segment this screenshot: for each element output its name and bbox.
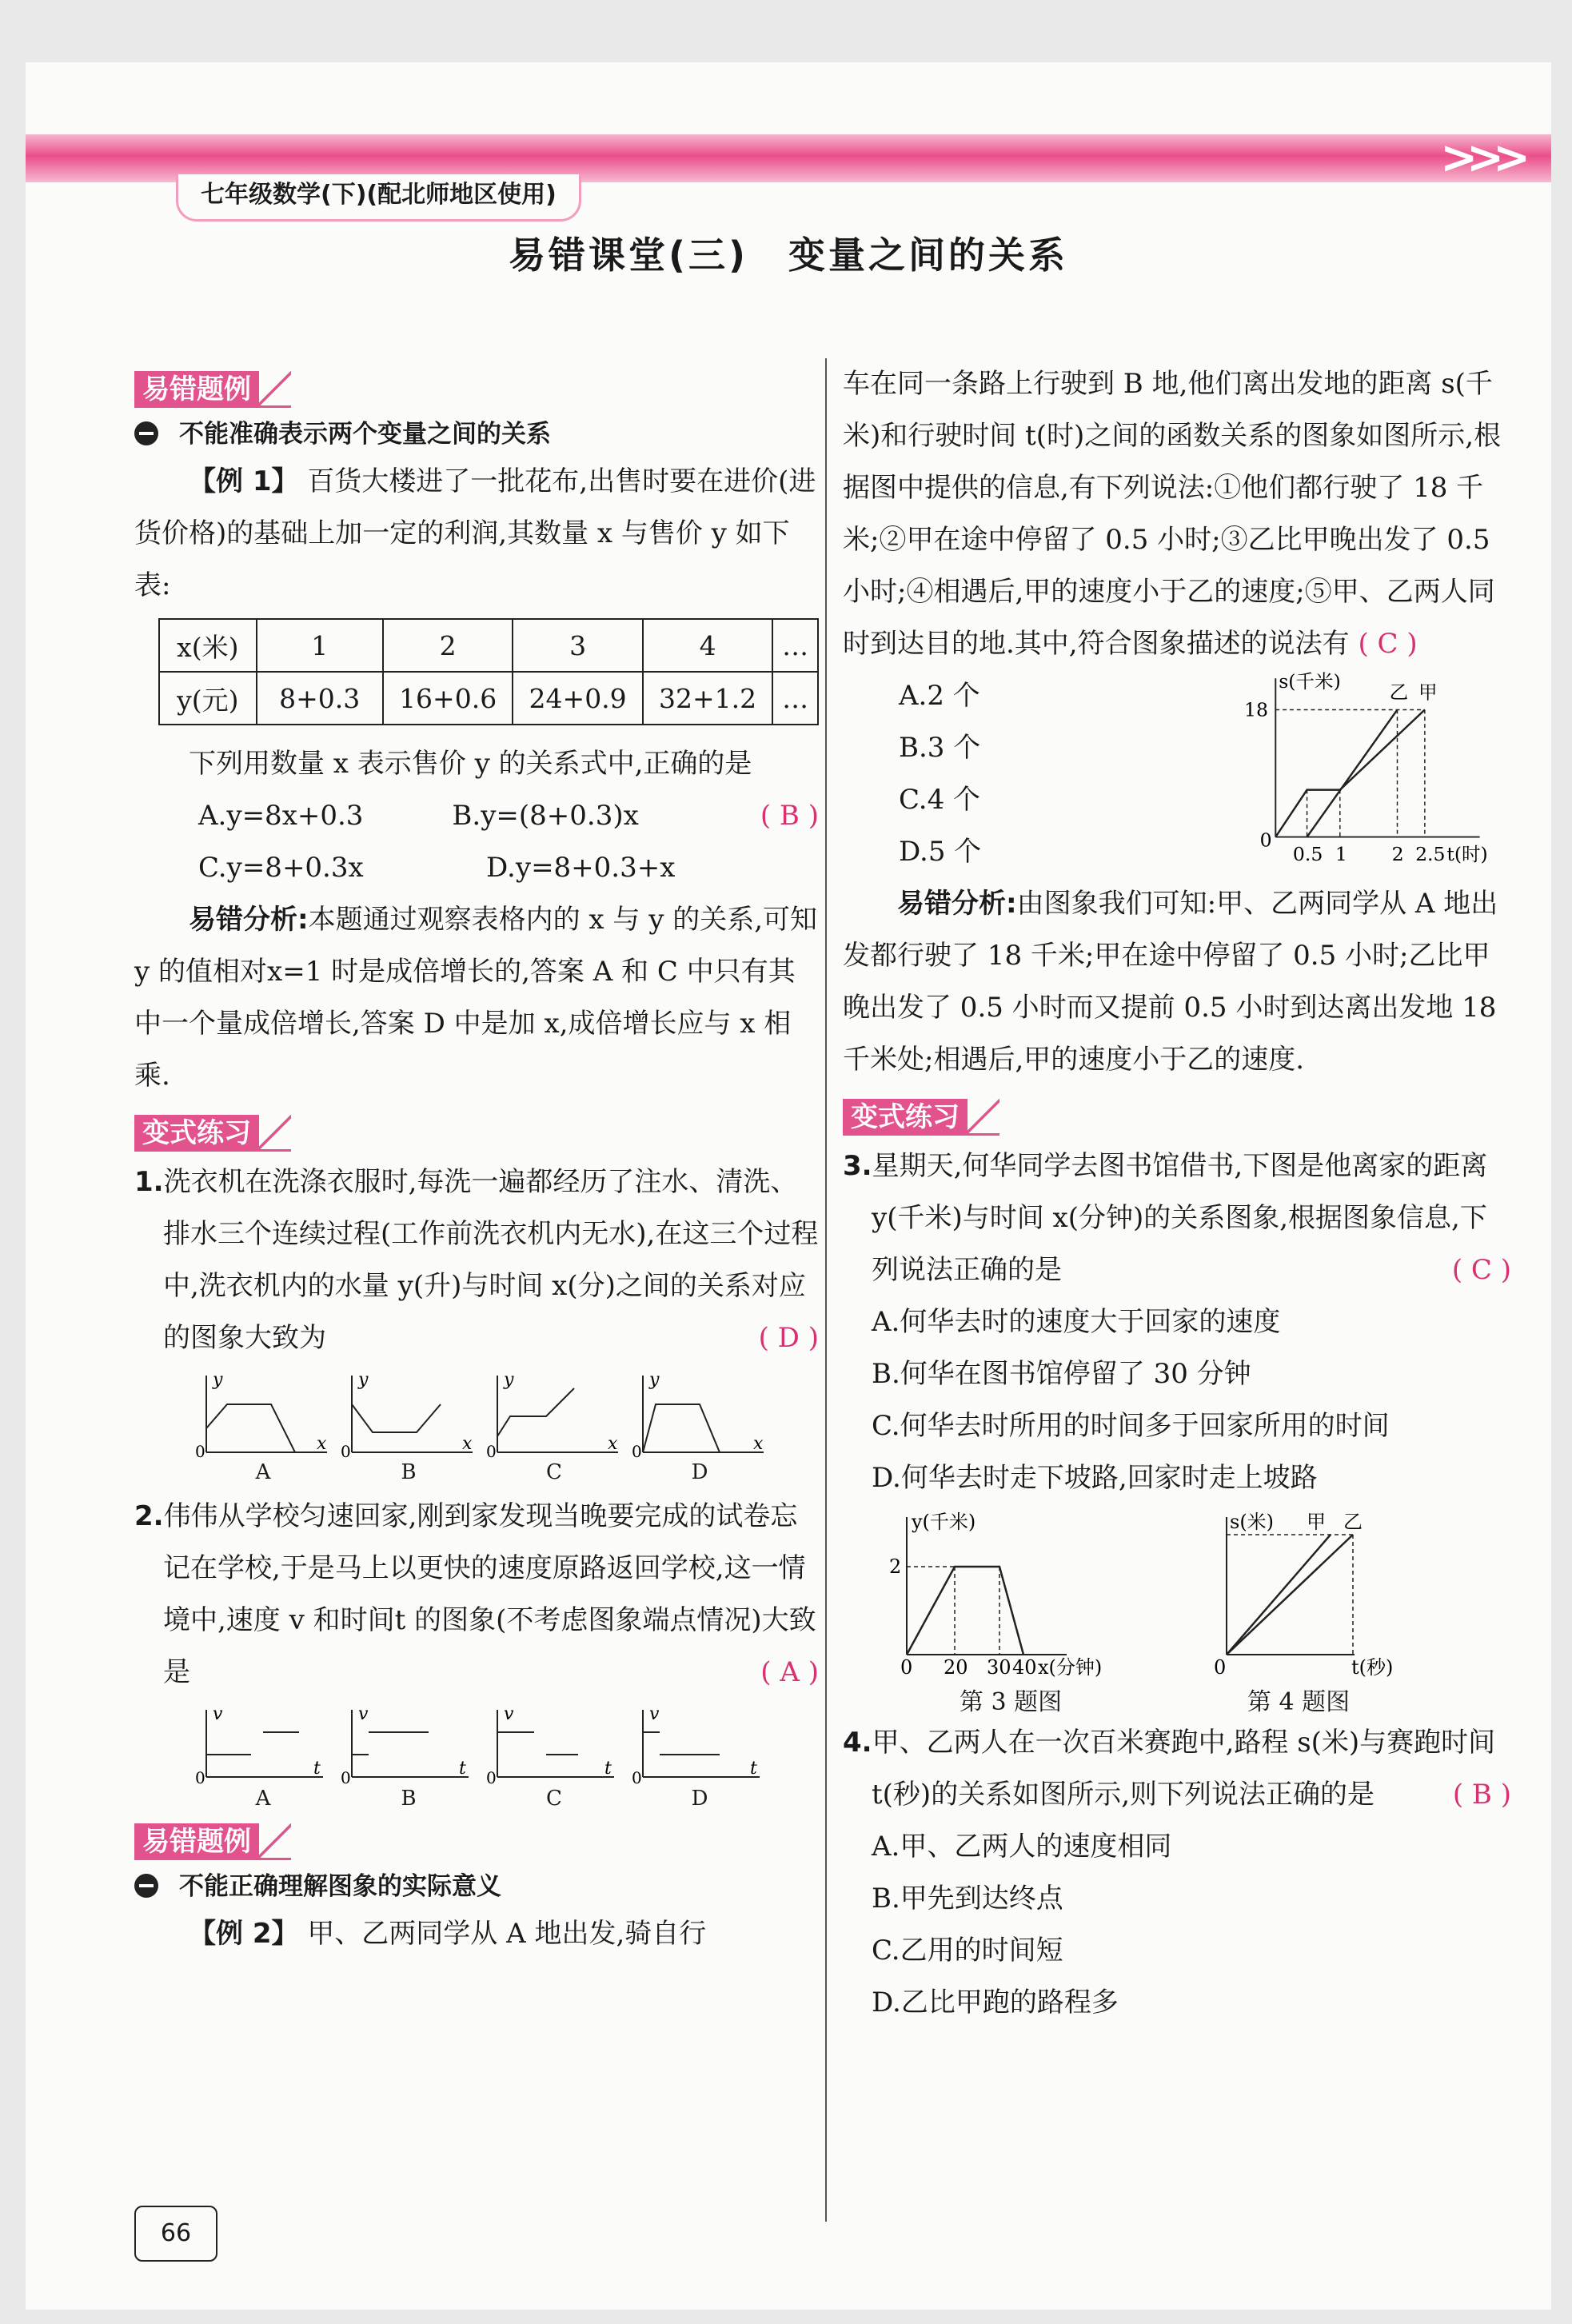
svg-text:0: 0 xyxy=(486,1768,497,1787)
graph-q4: s(米) 甲 乙 0 t(秒) 第 4 题图 xyxy=(1214,1511,1394,1716)
svg-text:甲: 甲 xyxy=(1418,681,1438,704)
svg-text:0: 0 xyxy=(1259,829,1272,852)
svg-text:0: 0 xyxy=(900,1656,913,1679)
section-heading-1: 不能准确表示两个变量之间的关系 xyxy=(134,413,819,456)
right-column xyxy=(843,358,1511,2029)
svg-text:20: 20 xyxy=(944,1656,968,1679)
svg-text:乙: 乙 xyxy=(1343,1511,1363,1533)
example-1: 【例 1】 百货大楼进了一批花布,出售时要在进价(进货价格)的基础上加一定的利润,其数量 x 与售价 y 如下表: xyxy=(134,465,816,601)
example-2-options: A.2 个 B.3 个 C.4 个 D.5 个 xyxy=(899,680,982,868)
q4-options: A.甲、乙两人的速度相同 B.甲先到达终点 C.乙用的时间短 D.乙比甲跑的路程多 xyxy=(872,1831,1172,2019)
svg-text:t(时): t(时) xyxy=(1446,843,1488,866)
q1-graph-c: y x 0 C xyxy=(486,1372,622,1484)
page-number: 66 xyxy=(134,2206,217,2262)
data-table: x(米) 1 2 3 4 … y(元) 8+0.3 16+0.6 24+0.9 32+1.2 … xyxy=(158,618,819,725)
svg-text:18: 18 xyxy=(1244,698,1269,721)
svg-text:0: 0 xyxy=(632,1442,642,1460)
svg-text:y: y xyxy=(213,1372,223,1390)
svg-text:2: 2 xyxy=(1391,843,1404,866)
svg-text:x(分钟): x(分钟) xyxy=(1038,1656,1103,1679)
svg-text:y(千米): y(千米) xyxy=(912,1511,976,1533)
answer-d: ( D ) xyxy=(758,1322,819,1354)
svg-text:t: t xyxy=(604,1759,612,1779)
badge-practice-2: 变式练习 xyxy=(843,1099,999,1136)
svg-text:0: 0 xyxy=(341,1442,351,1460)
svg-text:40: 40 xyxy=(1012,1656,1037,1679)
graph-q3: y(千米) 2 0 20 30 40 x(分钟) 第 3 题图 xyxy=(889,1511,1103,1716)
svg-text:x: x xyxy=(608,1434,618,1454)
analysis-1: 易错分析:本题通过观察表格内的 x 与 y 的关系,可知 y 的值相对x=1 时是成倍增长的,答案 A 和 C 中只有其中一个量成倍增长,答案 D 中是加 x,成倍增长应与 x 相乘. xyxy=(134,904,818,1092)
svg-text:s(千米): s(千米) xyxy=(1279,670,1341,693)
q3-options: A.何华去时的速度大于回家的速度 B.何华在图书馆停留了 30 分钟 C.何华去时所用的时间多于回家所用的时间 D.何华去时走下坡路,回家时走上坡路 xyxy=(872,1306,1390,1494)
svg-text:0: 0 xyxy=(632,1768,642,1787)
svg-text:x: x xyxy=(317,1434,327,1454)
page-title: 易错课堂(三) 变量之间的关系 xyxy=(508,234,1069,277)
svg-text:y: y xyxy=(358,1372,369,1390)
answer-b: ( B ) xyxy=(760,800,819,832)
book-title: 七年级数学(下)(配北师地区使用) xyxy=(201,181,557,209)
q2-graphs xyxy=(195,1707,819,1811)
svg-text:1: 1 xyxy=(1335,843,1348,866)
q1-graph-d: y x 0 D xyxy=(632,1372,768,1484)
question-2: 2.伟伟从学校匀速回家,刚到家发现当晚要完成的试卷忘记在学校,于是马上以更快的速度原路返回学校,这一情境中,速度 v 和时间t 的图象(不考虑图象端点情况)大致是 ( A ) xyxy=(134,1491,819,1699)
question-stem: 下列用数量 x 表示售价 y 的关系式中,正确的是 ( B ) xyxy=(134,738,819,790)
svg-text:x: x xyxy=(753,1434,764,1454)
svg-text:0: 0 xyxy=(486,1442,497,1460)
header-arrows: >>> xyxy=(1440,132,1519,184)
svg-text:x: x xyxy=(462,1434,473,1454)
badge-practice-1: 变式练习 xyxy=(134,1115,291,1152)
example-2-graph xyxy=(1244,670,1511,878)
svg-text:0: 0 xyxy=(1214,1656,1227,1679)
svg-text:t(秒): t(秒) xyxy=(1351,1656,1394,1679)
svg-text:y: y xyxy=(649,1372,660,1390)
q1-graph-b: y x 0 B xyxy=(341,1372,477,1484)
svg-text:t: t xyxy=(750,1759,757,1779)
example-2-body xyxy=(843,670,1511,878)
answer-b-2: ( B ) xyxy=(1452,1779,1511,1811)
page-sheet xyxy=(26,62,1551,2310)
svg-text:t: t xyxy=(313,1759,321,1779)
badge-errors-2: 易错题例 xyxy=(134,1823,291,1860)
svg-text:0: 0 xyxy=(341,1768,351,1787)
header-tab xyxy=(176,174,581,222)
svg-text:v: v xyxy=(358,1707,369,1724)
svg-text:y: y xyxy=(504,1372,514,1390)
svg-text:0.5: 0.5 xyxy=(1292,843,1323,866)
column-divider xyxy=(825,358,827,2222)
q2-graph-a: v t 0 A xyxy=(195,1707,331,1811)
answer-c: ( C ) xyxy=(1358,628,1418,660)
q2-graph-d: v t 0 D xyxy=(632,1707,768,1811)
svg-text:0: 0 xyxy=(195,1442,205,1460)
answer-a: ( A ) xyxy=(760,1656,819,1688)
question-3: 3.星期天,何华同学去图书馆借书,下图是他离家的距离 y(千米)与时间 x(分钟)的关系图象,根据图象信息,下列说法正确的是 ( C ) xyxy=(843,1140,1511,1296)
question-4: 4.甲、乙两人在一次百米赛跑中,路程 s(米)与赛跑时间 t(秒)的关系如图所示,则下列说法正确的是 ( B ) xyxy=(843,1717,1511,1821)
options-row-1: A.y=8x+0.3 B.y=(8+0.3)x xyxy=(198,800,639,832)
svg-text:v: v xyxy=(504,1707,514,1724)
svg-text:乙: 乙 xyxy=(1389,681,1409,704)
left-column xyxy=(134,358,819,1960)
example-2-cont: 车在同一条路上行驶到 B 地,他们离出发地的距离 s(千米)和行驶时间 t(时)之间的函数关系的图象如图所示,根据图中提供的信息,有下列说法:①他们都行驶了 18 千米;②甲在途中停留了 0.5 小时;③乙比甲晚出发了 0.5 小时;④相遇后,甲的速度小于乙的速度;⑤甲、乙两人同时到达目的地.其中,符合图象描述的说法有 ( C ) xyxy=(843,368,1502,660)
q1-graph-a: y x 0 A xyxy=(195,1372,331,1484)
svg-text:0: 0 xyxy=(195,1768,205,1787)
svg-text:v: v xyxy=(649,1707,660,1724)
q2-graph-b: v t 0 B xyxy=(341,1707,477,1811)
badge-errors-1: 易错题例 xyxy=(134,371,291,408)
answer-c-2: ( C ) xyxy=(1451,1254,1511,1286)
svg-text:2: 2 xyxy=(889,1555,902,1578)
options-row-2: C.y=8+0.3x D.y=8+0.3+x xyxy=(198,852,676,884)
q3-q4-graphs xyxy=(875,1511,1511,1717)
svg-text:30: 30 xyxy=(987,1656,1011,1679)
analysis-2: 易错分析:由图象我们可知:甲、乙两同学从 A 地出发都行驶了 18 千米;甲在途中停留了 0.5 小时;乙比甲晚出发了 0.5 小时而又提前 0.5 小时到达离出发地 18 千米处;相遇后,甲的速度小于乙的速度. xyxy=(843,888,1498,1076)
q2-graph-c: v t 0 C xyxy=(486,1707,622,1811)
svg-text:t: t xyxy=(459,1759,466,1779)
svg-text:v: v xyxy=(213,1707,223,1724)
svg-text:s(米): s(米) xyxy=(1230,1511,1275,1533)
q1-graphs xyxy=(195,1372,819,1484)
section-heading-2: 不能正确理解图象的实际意义 xyxy=(134,1865,819,1908)
svg-text:2.5: 2.5 xyxy=(1415,843,1446,866)
example-2-start: 【例 2】 甲、乙两同学从 A 地出发,骑自行 xyxy=(189,1918,707,1950)
question-1: 1.洗衣机在洗涤衣服时,每洗一遍都经历了注水、清洗、排水三个连续过程(工作前洗衣机内无水),在这三个过程中,洗衣机内的水量 y(升)与时间 x(分)之间的关系对应的图象大致为 ( D ) xyxy=(134,1156,819,1364)
svg-text:甲: 甲 xyxy=(1307,1511,1326,1533)
